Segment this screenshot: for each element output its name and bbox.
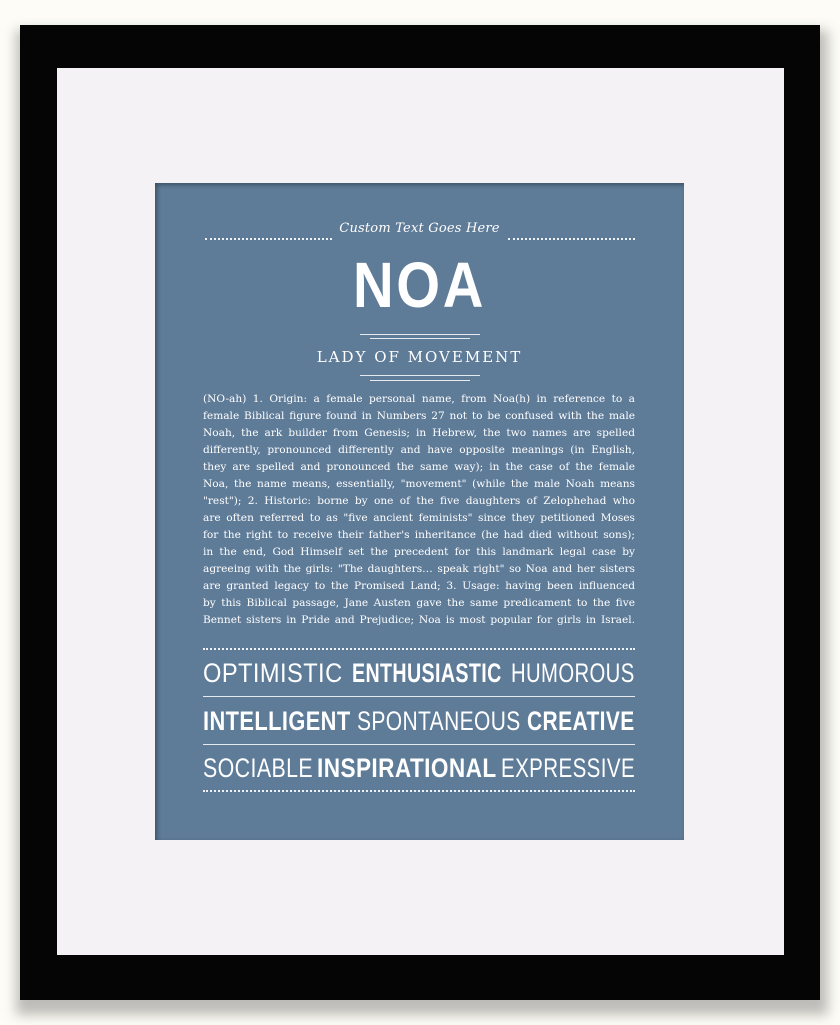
trait-row-2: [203, 703, 635, 739]
definition-line: (NO-ah) 1. Origin: a female personal name, from Noa(h) in reference to a: [203, 393, 635, 405]
trait-divider-1: [203, 696, 635, 697]
trait-row-1: [203, 655, 635, 691]
definition-line: "rest"); 2. Historic: borne by one of the five daughters of Zelophehad who: [203, 495, 635, 507]
trait-word: ENTHUSIASTIC: [352, 658, 502, 688]
name-meaning: LADY OF MOVEMENT: [316, 348, 523, 366]
definition-line: by this Biblical passage, Jane Austen gave the same predicament to the five: [203, 597, 635, 609]
definition-line: Bennet sisters in Pride and Prejudice; Noa is most popular for girls in Israel.: [203, 614, 635, 626]
definition-line: female Biblical figure found in Numbers 27 not to be confused with the male: [203, 410, 635, 422]
trait-row-3: [203, 750, 635, 786]
definition-line: Noa, the name means, essentially, "movement" (while the male Noah means: [203, 478, 635, 490]
trait-word: INSPIRATIONAL: [317, 753, 497, 783]
trait-word: OPTIMISTIC: [203, 658, 343, 688]
definition-line: agreeing with the girls: "The daughters… speak right" so Noa and her sisters: [203, 563, 635, 575]
traits-dotted-rule-bottom: [203, 790, 635, 792]
name-title: NOA: [352, 249, 487, 321]
definition-line: they are spelled and pronounced the same way); in the case of the female: [203, 461, 635, 473]
name-print: [155, 183, 684, 840]
traits-dotted-rule-top: [203, 648, 635, 650]
custom-text: Custom Text Goes Here: [339, 221, 500, 236]
definition-line: differently, pronounced differently and have opposite meanings (in English,: [203, 444, 635, 456]
trait-word: SOCIABLE: [203, 753, 314, 783]
trait-word: CREATIVE: [527, 706, 635, 736]
name-underline-top: [360, 334, 480, 335]
definition-line: are often referred to as "five ancient feminists" since they petitioned Moses: [203, 512, 635, 524]
definition-line: are granted legacy to the Promised Land; 3. Usage: having been influenced: [203, 580, 635, 592]
definition-line: Noah, the ark builder from Genesis; in Hebrew, the two names are spelled: [203, 427, 635, 439]
name-underline-bottom: [370, 338, 470, 339]
meaning-underline-bottom: [370, 380, 470, 381]
name-definition: [203, 391, 635, 629]
trait-divider-2: [203, 744, 635, 745]
trait-word: HUMOROUS: [511, 658, 635, 688]
header-dotted-rule-left: [205, 238, 332, 240]
trait-word: INTELLIGENT: [203, 706, 351, 736]
meaning-underline-top: [360, 375, 480, 376]
header-dotted-rule-right: [508, 238, 635, 240]
definition-line: for the right to receive their father's inheritance (he had died without sons);: [203, 529, 635, 541]
definition-line: in the end, God Himself set the precedent for this landmark legal case by: [203, 546, 635, 558]
trait-word: SPONTANEOUS: [357, 706, 521, 736]
trait-word: EXPRESSIVE: [501, 753, 636, 783]
